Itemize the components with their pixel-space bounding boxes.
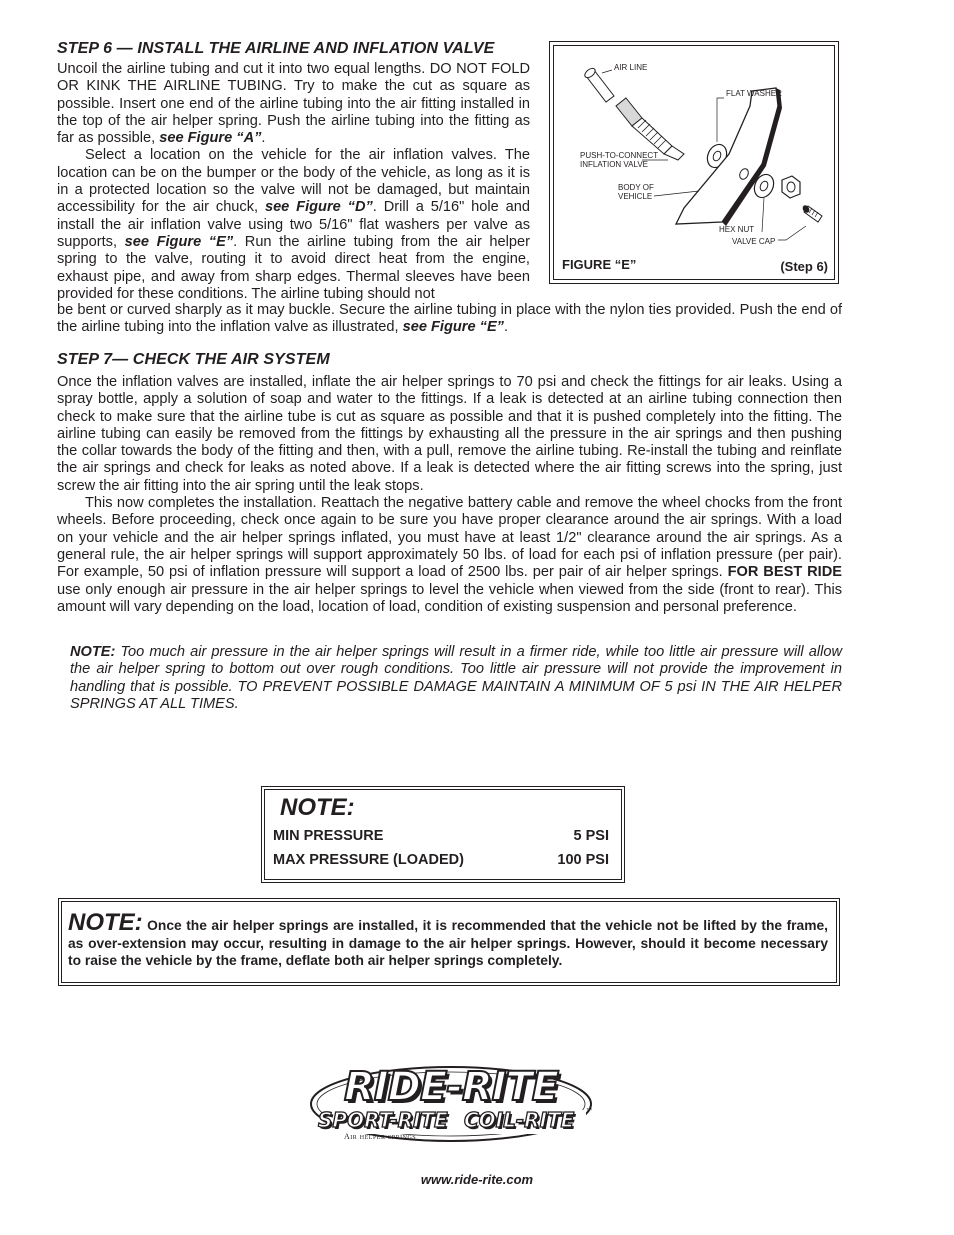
note-label: NOTE: [70,644,116,660]
ride-rite-logo [306,1062,596,1152]
logo-sport-rite: SPORT-RITE [318,1108,448,1132]
logo-brand: RIDE-RITE [344,1064,559,1110]
label-air-line: AIR LINE [614,63,648,72]
figure-d-reference: see Figure “D” [264,199,373,216]
lifting-note-text: NOTE: Once the air helper springs are installed, it is recommended that the vehicle not be lifted by the frame, as over-extension may occur, resulting in damage to the air helper springs. However, should it become necessary to raise the vehicle by the frame, deflate both air helper springs completely. [68,909,828,968]
figure-e-illustration [554,46,834,279]
step7-paragraph-1: Once the inflation valves are installed, inflate the air helper springs to 70 psi and check the fittings for air leaks. Using a spray bottle, apply a solution of soap and water to the fittings. If a leak is detected at an airline tubing connection then check to make sure that the airline tube is cut as square as possible and that it is pushed completely into the fitting. The airline tubing can easily be removed from the fittings by exhausting all the pressure in the air springs and then pushing the collar towards the body of the fitting and then, with a pull, remove the airline tubing. Re-install the tubing and reinflate the air springs and check for leaks as noted above. If a leak is detected where the air fitting screws into the spring, just screw the air fitting into the air spring until the leak stops. [57,374,842,494]
min-pressure-value: 5 PSI [573,828,609,844]
figure-e-reference: see Figure “E” [402,319,504,336]
best-ride-emphasis: FOR BEST RIDE [727,564,842,581]
pressure-row-min [273,828,609,844]
step6-continuation: be bent or curved sharply as it may buckle. Secure the airline tubing in place with the nylon ties provided. Push the end of the airline tubing into the inflation valve as illustrated, see Figure “E”. [57,302,842,336]
label-inflation-valve: INFLATION VALVE [580,160,649,169]
pressure-note: NOTE: Too much air pressure in the air helper springs will result in a firmer ride, while too little air pressure will allow the air helper spring to bottom out over rough conditions. Too little air pressure will not provide the improvement in handling that is possible. TO PREVENT POSSIBLE DAMAGE MAINTAIN A MINIMUM OF 5 psi IN THE AIR HELPER SPRINGS AT ALL TIMES. [70,644,842,712]
hex-nut-icon [782,176,800,198]
label-body-of: BODY OF [618,183,654,192]
figure-e-reference: see Figure “E” [124,233,234,250]
step7-paragraph-2: This now completes the installation. Reattach the negative battery cable and remove the wheel chocks from the front wheels. Before proceeding, check once again to be sure you have proper clearance around the air springs. With a load on your vehicle and the air helper springs inflated, you must have at least 1/2" clearance around the air springs. As a general rule, the air helper springs will support approximately 50 lbs. of load for each psi of inflation pressure (per pair). For example, 50 psi of inflation pressure will support a load of 2500 lbs. per pair of air helper springs. FOR BEST RIDE use only enough air pressure in the air helper springs to level the vehicle when viewed from the side (front to rear). This amount will vary depending on the load, location of load, condition of existing suspension and personal preference. [57,495,842,615]
pressure-box [261,786,625,883]
step7-heading: STEP 7— CHECK THE AIR SYSTEM [57,351,330,368]
website-url[interactable]: www.ride-rite.com [420,1172,534,1187]
pressure-row-max [273,852,609,868]
label-hex-nut: HEX NUT [719,225,755,234]
label-push-to-connect: PUSH-TO-CONNECT [580,151,659,160]
logo-tagline: Air helper springs [344,1132,417,1141]
min-pressure-label: MIN PRESSURE [273,828,384,844]
lifting-note-label: NOTE: [68,909,143,936]
max-pressure-label: MAX PRESSURE (LOADED) [273,852,464,868]
step7-text [57,374,842,616]
figure-e [553,45,835,280]
figure-step: (Step 6) [780,259,828,274]
vehicle-body-plate [676,88,782,226]
label-vehicle: VEHICLE [618,192,653,201]
step6-heading: STEP 6 — INSTALL THE AIRLINE AND INFLATION VALVE [57,40,495,57]
step6-paragraph-1: Uncoil the airline tubing and cut it into two equal lengths. DO NOT FOLD OR KINK THE AIRLINE TUBING. Try to make the cut as square as possible. Insert one end of the airline tubing into the air fitting installed in the top of the air helper spring. Push the airline tubing into the fitting as far as possible, see Figure “A”. [57,61,530,147]
max-pressure-value: 100 PSI [557,852,609,868]
step6-text [57,61,530,303]
pressure-box-title: NOTE: [280,794,355,821]
logo-coil-rite: COIL-RITE [464,1108,575,1132]
logo-tm: ™ [586,1108,592,1114]
figure-caption: FIGURE “E” [562,257,637,272]
step6-paragraph-2: Select a location on the vehicle for the air inflation valves. The location can be on the bumper or the body of the vehicle, as long as it is in a protected location so the valve will not be damaged, but maintain accessibility for the air chuck, see Figure “D”. Drill a 5/16" hole and install the air inflation valve using two 5/16" flat washers per valve as supports, see Figure “E”. Run the airline tubing from the air helper spring to the valve, routing it to avoid direct heat from the engine, exhaust pipe, and away from sharp edges. Thermal sleeves have been provided for these conditions. The airline tubing should not [57,147,530,302]
air-line-tube [583,67,614,102]
label-flat-washer: FLAT WASHER [726,89,782,98]
valve-cap-icon [801,204,822,222]
label-valve-cap: VALVE CAP [732,237,776,246]
lifting-note-box [58,898,840,986]
figure-a-reference: see Figure “A” [159,130,262,147]
